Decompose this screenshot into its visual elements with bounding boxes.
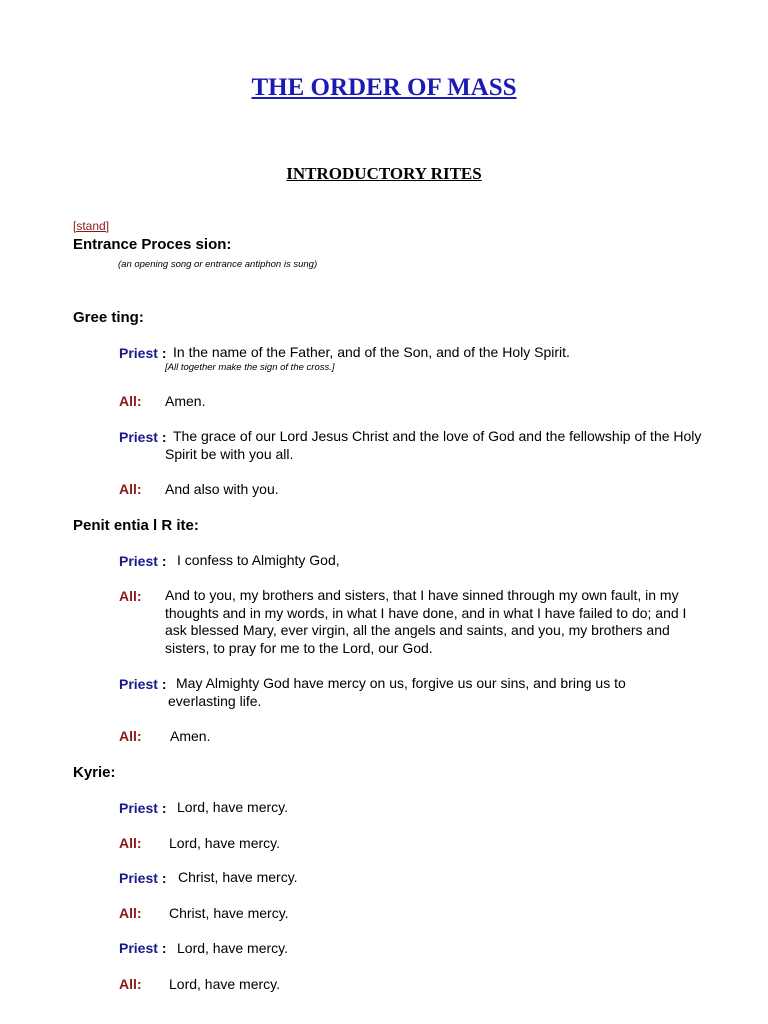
kyrie-line-4: Christ, have mercy.	[169, 905, 289, 921]
entrance-note: (an opening song or entrance antiphon is sung)	[118, 259, 318, 270]
penitential-heading: Penit entia l R ite:	[73, 517, 199, 534]
greeting-line-1: In the name of the Father, and of the Son, and of the Holy Spirit.	[173, 344, 570, 360]
kyrie-line-3: Christ, have mercy.	[178, 869, 298, 885]
kyrie-line-1: Lord, have mercy.	[177, 799, 289, 815]
page-title: THE ORDER OF MASS	[251, 74, 517, 101]
speaker-priest: Priest :	[119, 429, 167, 445]
greeting-note: [All together make the sign of the cross.]	[165, 362, 335, 373]
section-subtitle: INTRODUCTORY RITES	[286, 164, 482, 183]
speaker-priest: Priest :	[119, 800, 167, 816]
entrance-heading: Entrance Proces sion:	[73, 236, 232, 253]
speaker-priest: Priest :	[119, 345, 167, 361]
penitential-line-4: Amen.	[170, 728, 211, 744]
speaker-all: All:	[119, 835, 142, 851]
penitential-line-1: I confess to Almighty God,	[177, 552, 340, 568]
greeting-heading: Gree ting:	[73, 309, 144, 326]
speaker-priest: Priest :	[119, 940, 167, 956]
speaker-priest: Priest :	[119, 676, 167, 692]
kyrie-line-2: Lord, have mercy.	[169, 835, 281, 851]
speaker-priest: Priest :	[119, 553, 167, 569]
speaker-all: All:	[119, 481, 142, 497]
speaker-all: All:	[119, 588, 142, 604]
kyrie-heading: Kyrie:	[73, 764, 116, 781]
speaker-all: All:	[119, 728, 142, 744]
penitential-line-3: May Almighty God have mercy on us, forgive us our sins, and bring us to everlasting life.	[168, 675, 626, 709]
kyrie-line-5: Lord, have mercy.	[177, 940, 289, 956]
greeting-line-4: And also with you.	[165, 481, 279, 497]
penitential-line-2: And to you, my brothers and sisters, that I have sinned through my own fault, in my thoughts and in my words, in what I have done, and in what I have failed to do; and I ask blessed Mary, ever virgin, all the angels and saints, and you, my brothers and sisters, to pray for me to the Lord, our God.	[165, 587, 687, 656]
speaker-all: All:	[119, 976, 142, 992]
greeting-line-3: The grace of our Lord Jesus Christ and the love of God and the fellowship of the Holy Spirit be with you all.	[165, 428, 702, 462]
speaker-priest: Priest :	[119, 870, 167, 886]
kyrie-line-6: Lord, have mercy.	[169, 976, 281, 992]
greeting-line-2: Amen.	[165, 393, 206, 409]
speaker-all: All:	[119, 393, 142, 409]
speaker-all: All:	[119, 905, 142, 921]
stand-rubric: [stand]	[73, 219, 110, 233]
